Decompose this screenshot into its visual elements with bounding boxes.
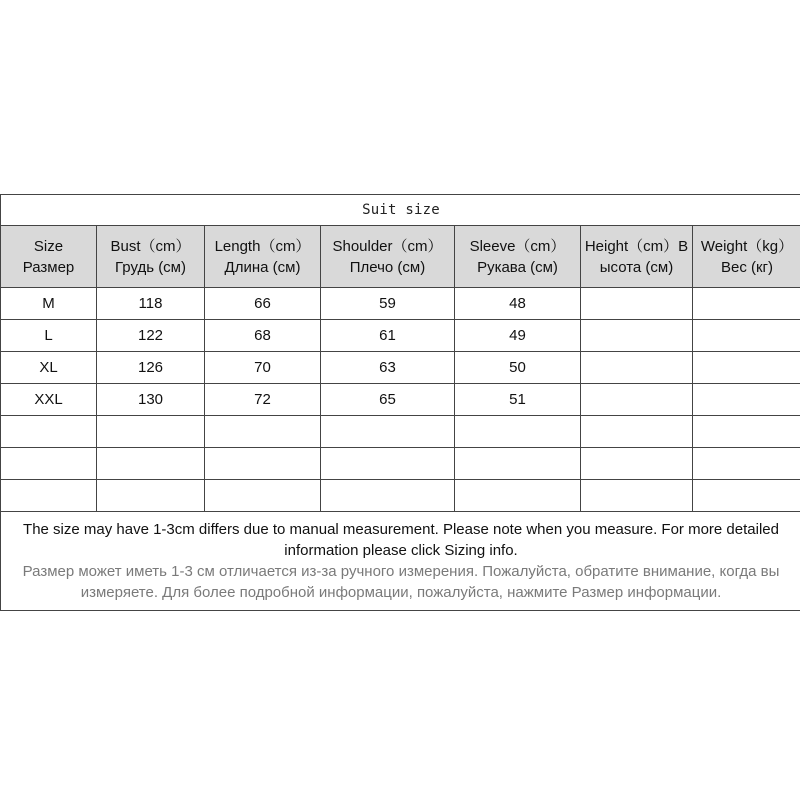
table-cell: 51 — [455, 384, 581, 416]
table-cell — [1, 416, 97, 448]
table-header-row — [1, 226, 800, 288]
table-row — [1, 416, 800, 448]
table-cell — [1, 448, 97, 480]
table-cell — [581, 480, 693, 512]
table-cell — [205, 416, 321, 448]
table-cell: XXL — [1, 384, 97, 416]
table-cell — [205, 480, 321, 512]
table-cell: 70 — [205, 352, 321, 384]
header-length — [205, 226, 321, 288]
table-cell — [321, 416, 455, 448]
header-weight — [693, 226, 800, 288]
table-row — [1, 352, 800, 384]
header-bust — [97, 226, 205, 288]
header-height-ru: ысота (см) — [599, 258, 674, 276]
table-cell — [693, 384, 800, 416]
table-row — [1, 384, 800, 416]
table-cell — [581, 384, 693, 416]
table-cell — [97, 416, 205, 448]
table-cell — [693, 320, 800, 352]
table-row — [1, 320, 800, 352]
table-cell: 122 — [97, 320, 205, 352]
table-cell — [455, 448, 581, 480]
header-size — [1, 226, 97, 288]
table-cell: 63 — [321, 352, 455, 384]
table-cell: 59 — [321, 288, 455, 320]
table-cell: 126 — [97, 352, 205, 384]
table-cell: 72 — [205, 384, 321, 416]
header-height-en: Height（cm）В — [584, 237, 689, 255]
table-cell — [581, 352, 693, 384]
header-shoulder-en: Shoulder（cm） — [332, 237, 443, 255]
table-cell — [693, 352, 800, 384]
measurement-note-english: The size may have 1-3cm differs due to manual measurement. Please note when you measure. For more detailed information please click Sizing info. — [23, 521, 779, 559]
table-cell — [97, 480, 205, 512]
table-cell — [455, 416, 581, 448]
table-cell — [581, 416, 693, 448]
header-weight-ru: Вес (кг) — [720, 258, 774, 276]
table-cell: 118 — [97, 288, 205, 320]
table-cell: 130 — [97, 384, 205, 416]
header-size-en: Size — [33, 237, 64, 255]
table-cell — [97, 448, 205, 480]
table-cell: 49 — [455, 320, 581, 352]
measurement-note-row — [1, 512, 800, 611]
table-cell — [693, 416, 800, 448]
header-length-ru: Длина (см) — [224, 258, 301, 276]
table-cell — [581, 320, 693, 352]
table-cell — [321, 448, 455, 480]
table-cell: 50 — [455, 352, 581, 384]
table-cell: 68 — [205, 320, 321, 352]
measurement-note — [1, 512, 800, 611]
table-row — [1, 288, 800, 320]
header-length-en: Length（cm） — [214, 237, 311, 255]
table-title-row — [1, 195, 800, 226]
table-cell: 65 — [321, 384, 455, 416]
header-size-ru: Размер — [22, 258, 75, 276]
header-sleeve-en: Sleeve（cm） — [469, 237, 566, 255]
table-cell: L — [1, 320, 97, 352]
header-sleeve-ru: Рукава (см) — [477, 258, 558, 276]
table-cell — [205, 448, 321, 480]
table-cell — [1, 480, 97, 512]
table-cell — [693, 480, 800, 512]
table-cell — [693, 448, 800, 480]
table-row — [1, 448, 800, 480]
header-sleeve — [455, 226, 581, 288]
header-height — [581, 226, 693, 288]
size-table — [0, 194, 800, 611]
table-cell — [455, 480, 581, 512]
table-cell — [693, 288, 800, 320]
measurement-note-russian: Размер может иметь 1-3 см отличается из-за ручного измерения. Пожалуйста, обратите внимание, когда вы измеряете. Для более подробной информации, пожалуйста, нажмите Размер информации. — [22, 563, 780, 601]
table-cell — [581, 448, 693, 480]
table-cell: XL — [1, 352, 97, 384]
header-bust-en: Bust（cm） — [110, 237, 191, 255]
table-row — [1, 480, 800, 512]
header-bust-ru: Грудь (см) — [115, 258, 186, 276]
table-cell: 61 — [321, 320, 455, 352]
table-cell — [321, 480, 455, 512]
header-shoulder-ru: Плечо (см) — [349, 258, 426, 276]
table-cell: 66 — [205, 288, 321, 320]
header-weight-en: Weight（kg） — [700, 237, 794, 255]
table-cell: 48 — [455, 288, 581, 320]
table-cell: M — [1, 288, 97, 320]
header-shoulder — [321, 226, 455, 288]
table-cell — [581, 288, 693, 320]
table-title: Suit size — [1, 195, 800, 226]
